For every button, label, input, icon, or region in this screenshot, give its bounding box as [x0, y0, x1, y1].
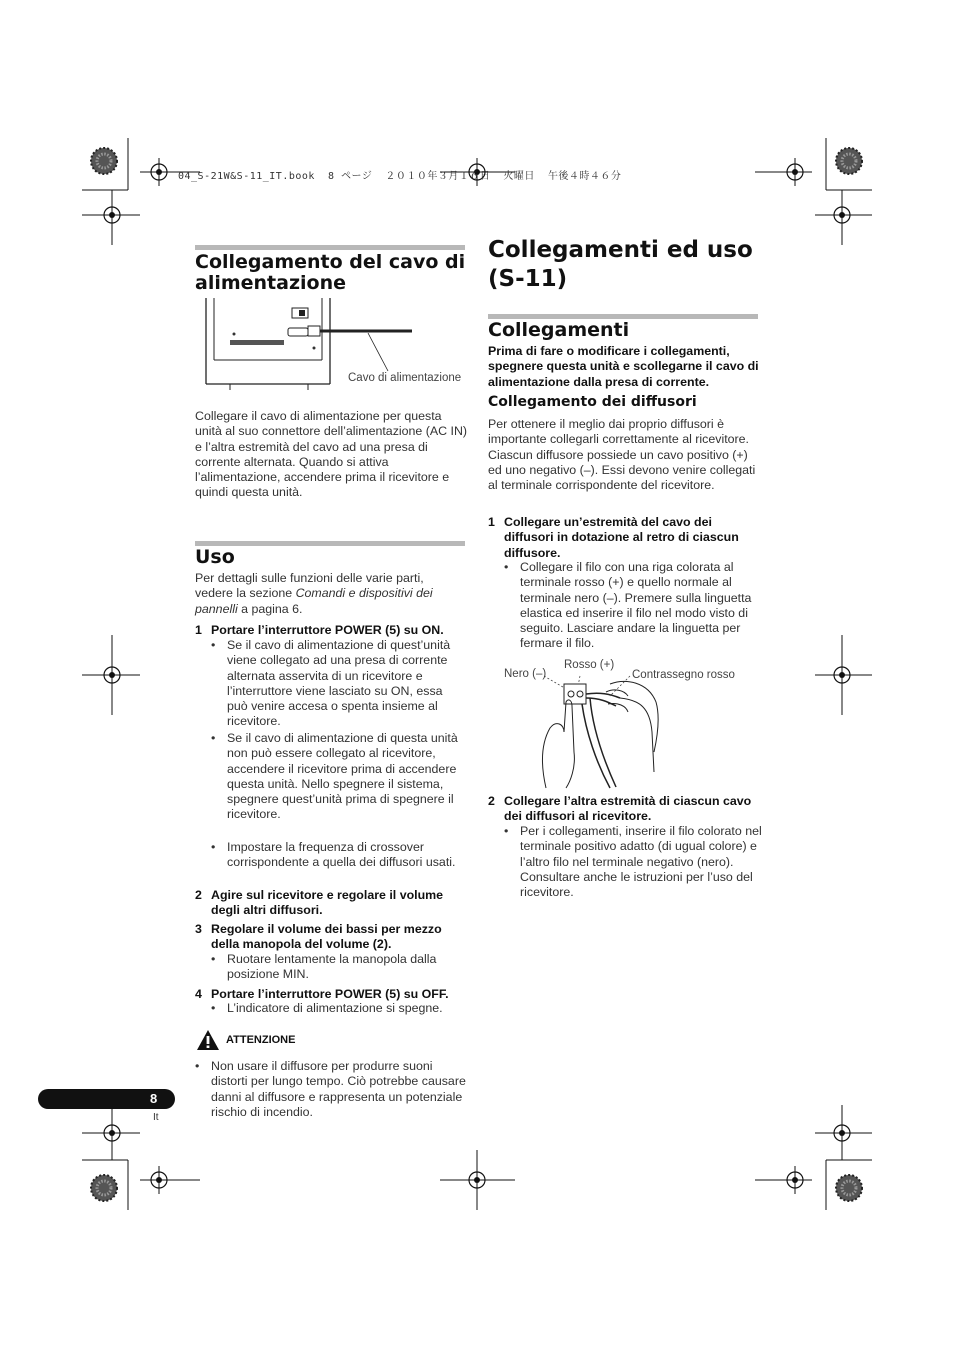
bullet-text: Collegare il filo con una riga colorata al terminale rosso (+) e quello normale al terminale nero (–). Premere sulla linguetta elastica ed inserire il filo nel modo visto di seguito. Lasciare andare la linguetta per fermare il filo.	[520, 560, 752, 651]
uso-step-1	[195, 623, 470, 638]
collegamenti-step1-bullet: • Collegare il filo con una riga colorata al terminale rosso (+) e quello normale al terminale nero (–). Premere sulla linguetta elastica ed inserire il filo nel modo visto di seguito. Lasciare andare la linguetta per fermare il filo.	[504, 560, 762, 652]
diffusori-body: Per ottenere il meglio dai proprio diffusori è importante collegarli correttamente al ricevitore. Ciascun diffusore possiede un cavo positivo (+) ed uno negativo (–). Essi devono venire collegati al terminale corrispondente del ricevitore.	[488, 417, 756, 493]
caution-label: ATTENZIONE	[226, 1034, 296, 1046]
step-text: Regolare il volume dei bassi per mezzo della manopola del volume (2).	[211, 922, 442, 952]
step-number: 3	[195, 922, 202, 936]
step-text: Collegare l’altra estremità di ciascun cavo dei diffusori al ricevitore.	[504, 794, 752, 824]
step-text: Agire sul ricevitore e regolare il volume degli altri diffusori.	[211, 888, 444, 918]
step-text: Collegare un’estremità del cavo dei diffusori in dotazione al retro di ciascun diffusore.	[504, 515, 739, 560]
uso-intro	[195, 571, 455, 617]
uso-step1-bullet: • Impostare la frequenza di crossover corrispondente a quella dei diffusori usati.	[211, 840, 466, 871]
step-text: Portare l’interruttore POWER (5) su ON.	[211, 623, 444, 637]
collegamenti-step-1	[488, 515, 763, 561]
page-title: Collegamenti ed uso (S-11)	[488, 237, 753, 292]
warning-icon	[196, 1029, 220, 1051]
uso-step-3	[195, 922, 470, 953]
bullet-text: Impostare la frequenza di crossover corrispondente a quella dei diffusori usati.	[227, 840, 456, 870]
bullet-text: Ruotare lentamente la manopola dalla posizione MIN.	[227, 952, 437, 982]
uso-step1-bullet: • Se il cavo di alimentazione di questa unità non può essere collegato al ricevitore, accendere il ricevitore prima di accendere questa unità. Nello spegnere il sistema, spegnere quest’unità prima di spegnere il ricevitore.	[211, 731, 466, 823]
uso-step4-bullet: • L’indicatore di alimentazione si spegne.	[211, 1001, 471, 1016]
caution-bullet: • Non usare il diffusore per produrre suoni distorti per lungo tempo. Ciò potrebbe causare danni al diffusore e rappresenta un potenziale rischio di incendio.	[195, 1059, 466, 1119]
step-number: 2	[195, 888, 202, 902]
section-rule	[195, 245, 465, 250]
uso-step3-bullet: • Ruotare lentamente la manopola dalla posizione MIN.	[211, 952, 466, 983]
collegamenti-warning: Prima di fare o modificare i collegamenti, spegnere questa unità e scollegarne il cavo di alimentazione dalla presa di corrente.	[488, 344, 759, 389]
step-text: Portare l’interruttore POWER (5) su OFF.	[211, 987, 449, 1001]
uso-intro-text: Per dettagli sulle funzioni delle varie parti, vedere la sezione	[195, 571, 424, 601]
bullet-text: Per i collegamenti, inserire il filo colorato nel terminale positivo adatto (di ugual colore) e l’altro filo nel terminale negativo (nero). Consultare anche le istruzioni per l’uso del ricevitore.	[520, 824, 762, 900]
bullet-text: Se il cavo di alimentazione di questa unità non può essere collegato al ricevitore, accendere il ricevitore prima di accendere questa unità. Nello spegnere il sistema, spegnere quest’unità prima di spegnere il ricevitore.	[227, 731, 458, 822]
section-rule	[195, 541, 465, 546]
language-code: It	[153, 1112, 159, 1123]
uso-intro-text-end: a pagina 6.	[237, 601, 303, 616]
file-info-header: 04_S-21W&S-11_IT.book 8 ページ ２０１０年３月１６日 火曜日 午後４時４６分	[178, 171, 622, 182]
bullet-text: Non usare il diffusore per produrre suoni distorti per lungo tempo. Ciò potrebbe causare danni al diffusore e rappresenta un potenziale rischio di incendio.	[211, 1059, 466, 1119]
collegamenti-step2-bullet: • Per i collegamenti, inserire il filo colorato nel terminale positivo adatto (di ugual colore) e l’altro filo nel terminale negativo (nero). Consultare anche le istruzioni per l’uso del ricevitore.	[504, 824, 762, 900]
bullet-text: L’indicatore di alimentazione si spegne.	[227, 1001, 443, 1015]
uso-step-2	[195, 888, 470, 919]
step-number: 4	[195, 987, 202, 1001]
figure-label-red: Rosso (+)	[564, 659, 615, 671]
figure-label-black: Nero (–)	[504, 668, 547, 680]
power-cable-label: Cavo di alimentazione	[348, 372, 462, 384]
subsection-title-diffusori: Collegamento dei diffusori	[488, 394, 697, 410]
uso-intro-link: Comandi e dispositivi dei pannelli	[195, 586, 433, 616]
section-title-collegamenti: Collegamenti	[488, 319, 630, 341]
section-title-uso: Uso	[195, 546, 235, 568]
speaker-terminal-figure	[530, 672, 670, 790]
power-cable-body: Collegare il cavo di alimentazione per questa unità al suo connettore dell’alimentazione (AC IN) e l’altra estremità del cavo ad una presa di corrente alternata. Quando si attiva l’alimentazione, accendere prima il ricevitore e quindi questa unità.	[195, 409, 468, 500]
bullet-text: Se il cavo di alimentazione di quest’unità viene collegato ad una presa di corrente alternata asservita di un ricevitore e l’interruttore viene lasciato su ON, essa può venire accesa o spenta insieme al ricevitore.	[227, 638, 451, 729]
page-number: 8	[150, 1091, 158, 1106]
step-number: 1	[195, 623, 202, 637]
figure-label-marker: Contrassegno rosso	[632, 669, 735, 681]
collegamenti-step-2	[488, 794, 763, 825]
section-title-power-cable: Collegamento del cavo di alimentazione	[195, 251, 466, 294]
step-number: 2	[488, 794, 495, 808]
uso-step-4	[195, 987, 475, 1002]
uso-step1-bullet: • Se il cavo di alimentazione di quest’unità viene collegato ad una presa di corrente alternata asservita di un ricevitore e l’interruttore viene lasciato su ON, essa può venire accesa o spenta insieme al ricevitore.	[211, 638, 466, 730]
step-number: 1	[488, 515, 495, 529]
